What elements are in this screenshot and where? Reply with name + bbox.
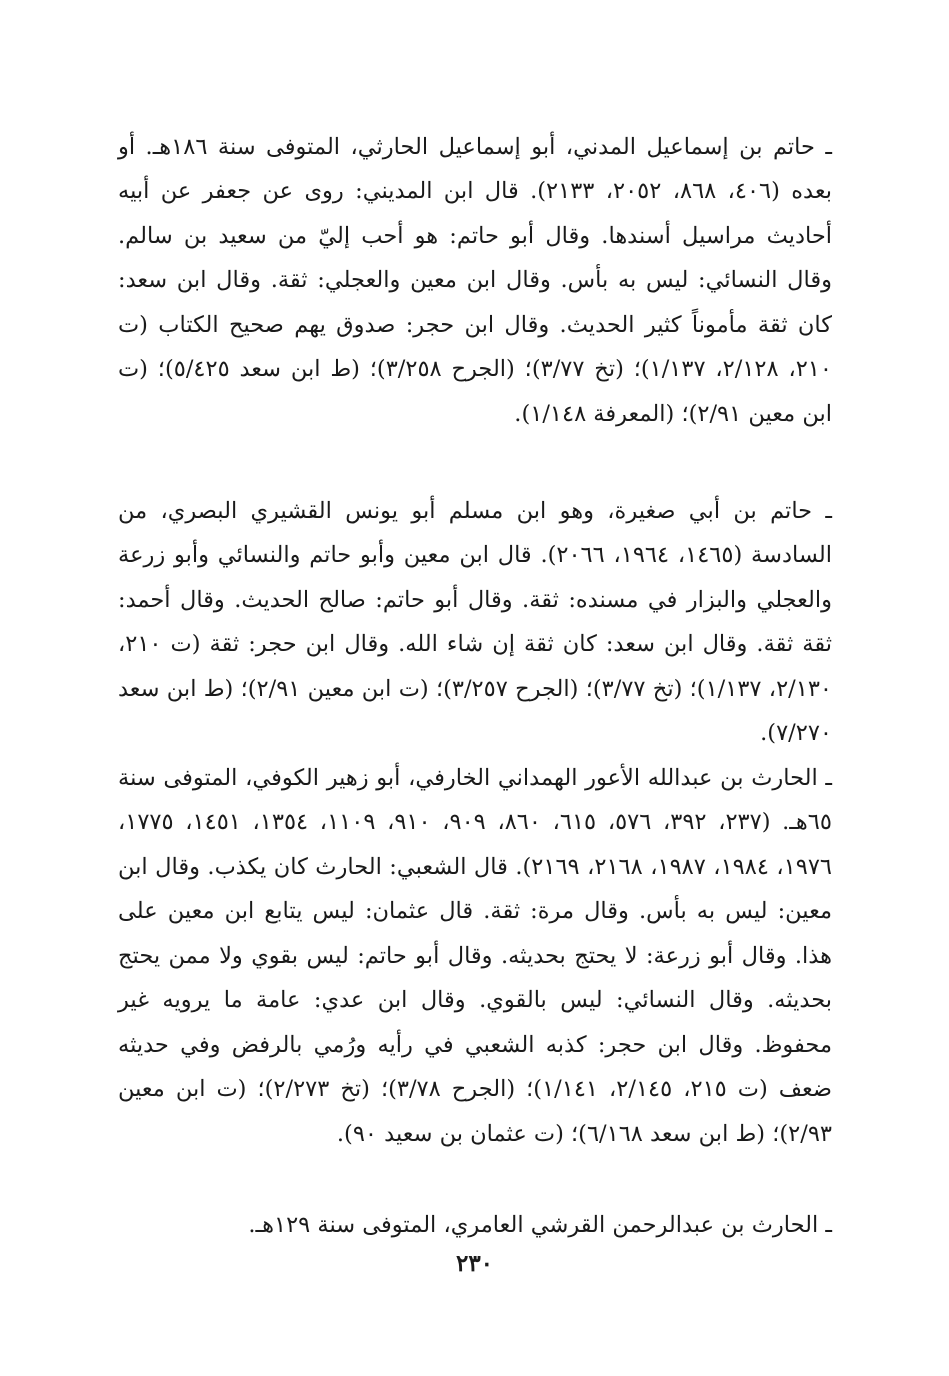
biography-entry-harith-ibn-abdulrahman: ـ الحارث بن عبدالرحمن القرشي العامري، المتوفى سنة ١٢٩هـ.: [248, 1211, 832, 1238]
page-number: ٢٣٠: [455, 1250, 494, 1277]
biography-entry-hatim-ibn-ismail: ـ حاتم بن إسماعيل المدني، أبو إسماعيل الحارثي، المتوفى سنة ١٨٦هـ. أو بعده (٤٠٦، ٨٦٨، ٢٠٥٢، ٢١٣٣). قال ابن المديني: روى عن جعفر عن أبيه أحاديث مراسيل أسندها. وقال أبو حاتم: هو أحب إليّ من سعيد بن سالم. وقال النسائي: ليس به بأس. وقال ابن معين والعجلي: ثقة. وقال ابن سعد: كان ثقة مأموناً كثير الحديث. وقال ابن حجر: صدوق يهم صحيح الكتاب (ت ٢١٠، ٢/١٢٨، ١/١٣٧)؛ (تخ ٣/٧٧)؛ (الجرح ٣/٢٥٨)؛ (ط ابن سعد ٥/٤٢٥)؛ (ت ابن معين ٢/٩١)؛ (المعرفة ١/١٤٨).: [118, 133, 832, 427]
biography-entry-hatim-ibn-abi-saghira: ـ حاتم بن أبي صغيرة، وهو ابن مسلم أبو يونس القشيري البصري، من السادسة (١٤٦٥، ١٩٦٤، ٢٠٦٦). قال ابن معين وأبو حاتم والنسائي وأبو زرعة والعجلي والبزار في مسنده: ثقة. وقال أبو حاتم: صالح الحديث. وقال أحمد: ثقة ثقة. وقال ابن سعد: كان ثقة إن شاء الله. وقال ابن حجر: ثقة (ت ٢١٠، ٢/١٣٠، ١/١٣٧)؛ (تخ ٣/٧٧)؛ (الجرح ٣/٢٥٧)؛ (ت ابن معين ٢/٩١)؛ (ط ابن سعد ٧/٢٧٠).: [118, 497, 832, 746]
biography-entry-harith-ibn-abdullah: ـ الحارث بن عبدالله الأعور الهمداني الخارفي، أبو زهير الكوفي، المتوفى سنة ٦٥هـ. (٢٣٧، ٣٩٢، ٥٧٦، ٦١٥، ٨٦٠، ٩٠٩، ٩١٠، ١١٠٩، ١٣٥٤، ١٤٥١، ١٧٧٥، ١٩٧٦، ١٩٨٤، ١٩٨٧، ٢١٦٨، ٢١٦٩). قال الشعبي: الحارث كان يكذب. وقال ابن معين: ليس به بأس. وقال مرة: ثقة. قال عثمان: ليس يتابع ابن معين على هذا. وقال أبو زرعة: لا يحتج بحديثه. وقال أبو حاتم: ليس بقوي ولا ممن يحتج بحديثه. وقال النسائي: ليس بالقوي. وقال ابن عدي: عامة ما يرويه غير محفوظ. وقال ابن حجر: كذبه الشعبي في رأيه ورُمي بالرفض وفي حديثه ضعف (ت ٢١٥، ٢/١٤٥، ١/١٤١)؛ (الجرح ٣/٧٨)؛ (تخ ٢/٢٧٣)؛ (ت ابن معين ٢/٩٣)؛ (ط ابن سعد ٦/١٦٨)؛ (ت عثمان بن سعيد ٩٠).: [118, 764, 833, 1147]
